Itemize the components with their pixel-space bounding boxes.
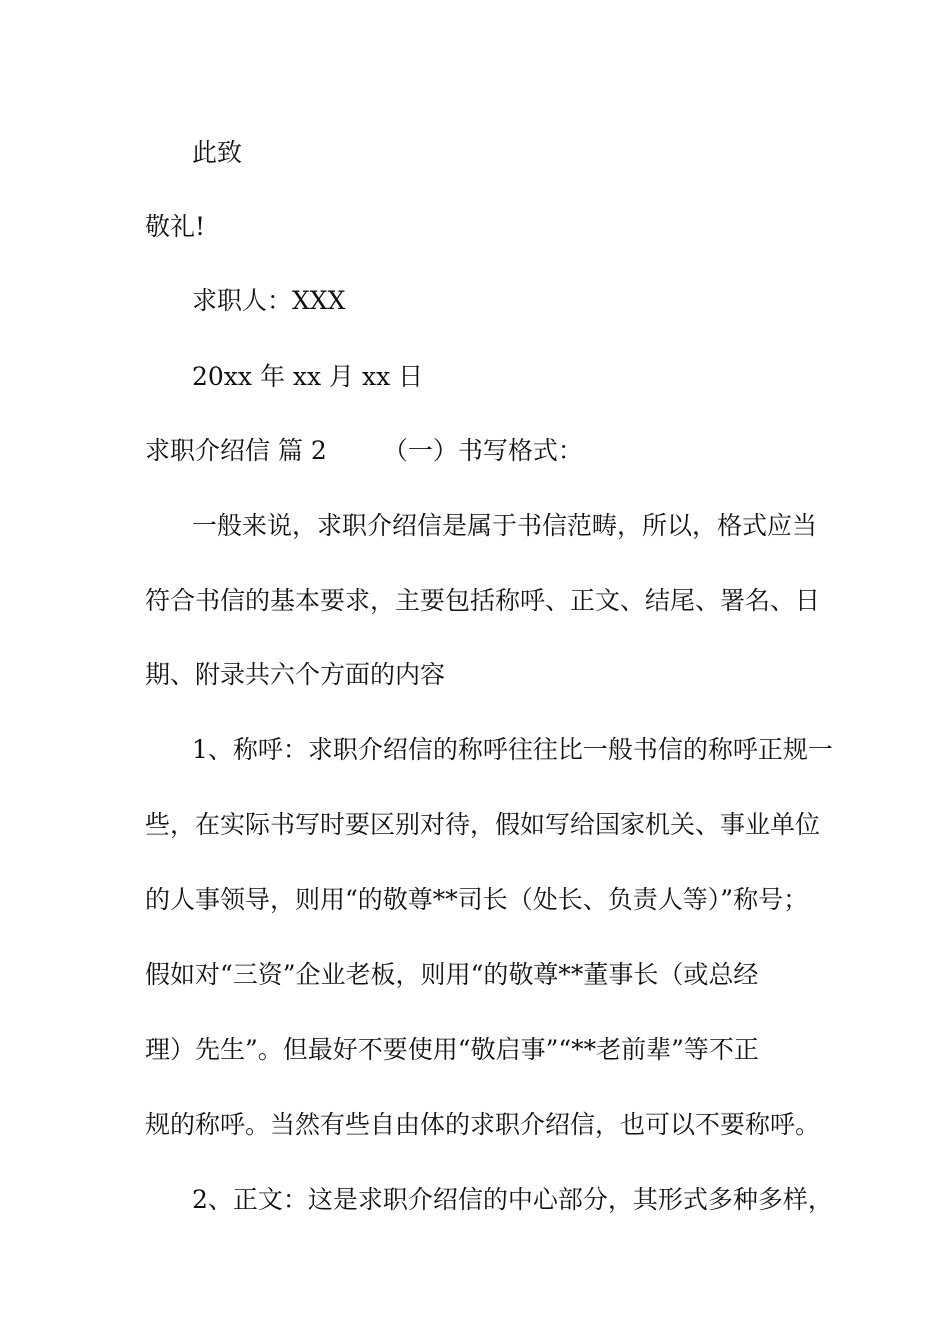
- paragraph-line: 的人事领导，则用“的敬尊**司长（处长、负责人等）”称号；: [145, 885, 809, 914]
- paragraph-line: 规的称呼。当然有些自由体的求职介绍信，也可以不要称呼。: [145, 1110, 821, 1139]
- paragraph-line: 一般来说，求职介绍信是属于书信范畴，所以，格式应当: [192, 511, 818, 540]
- paragraph-line: 理）先生”。但最好不要使用“敬启事”“**老前辈”等不正: [145, 1035, 759, 1064]
- closing-jingli: 敬礼!: [145, 212, 206, 241]
- paragraph-line: 符合书信的基本要求，主要包括称呼、正文、结尾、署名、日: [145, 586, 821, 615]
- section-heading: [145, 435, 825, 467]
- paragraph-line: 期、附录共六个方面的内容: [145, 660, 446, 689]
- paragraph-line: 些，在实际书写时要区别对待，假如写给国家机关、事业单位: [145, 810, 821, 839]
- date-line: 20xx 年 xx 月 xx 日: [192, 362, 424, 391]
- closing-cizhi: 此致: [192, 138, 243, 167]
- signature-line: 求职人：XXX: [192, 286, 346, 315]
- section-subtitle: （一）书写格式：: [382, 436, 583, 465]
- paragraph-line: 1、称呼：求职介绍信的称呼往往比一般书信的称呼正规一: [192, 735, 833, 764]
- section-title: 求职介绍信 篇 2: [145, 436, 327, 465]
- paragraph-line: 假如对“三资”企业老板，则用“的敬尊**董事长（或总经: [145, 960, 759, 989]
- paragraph-line: 2、正文：这是求职介绍信的中心部分，其形式多种多样，: [192, 1185, 833, 1214]
